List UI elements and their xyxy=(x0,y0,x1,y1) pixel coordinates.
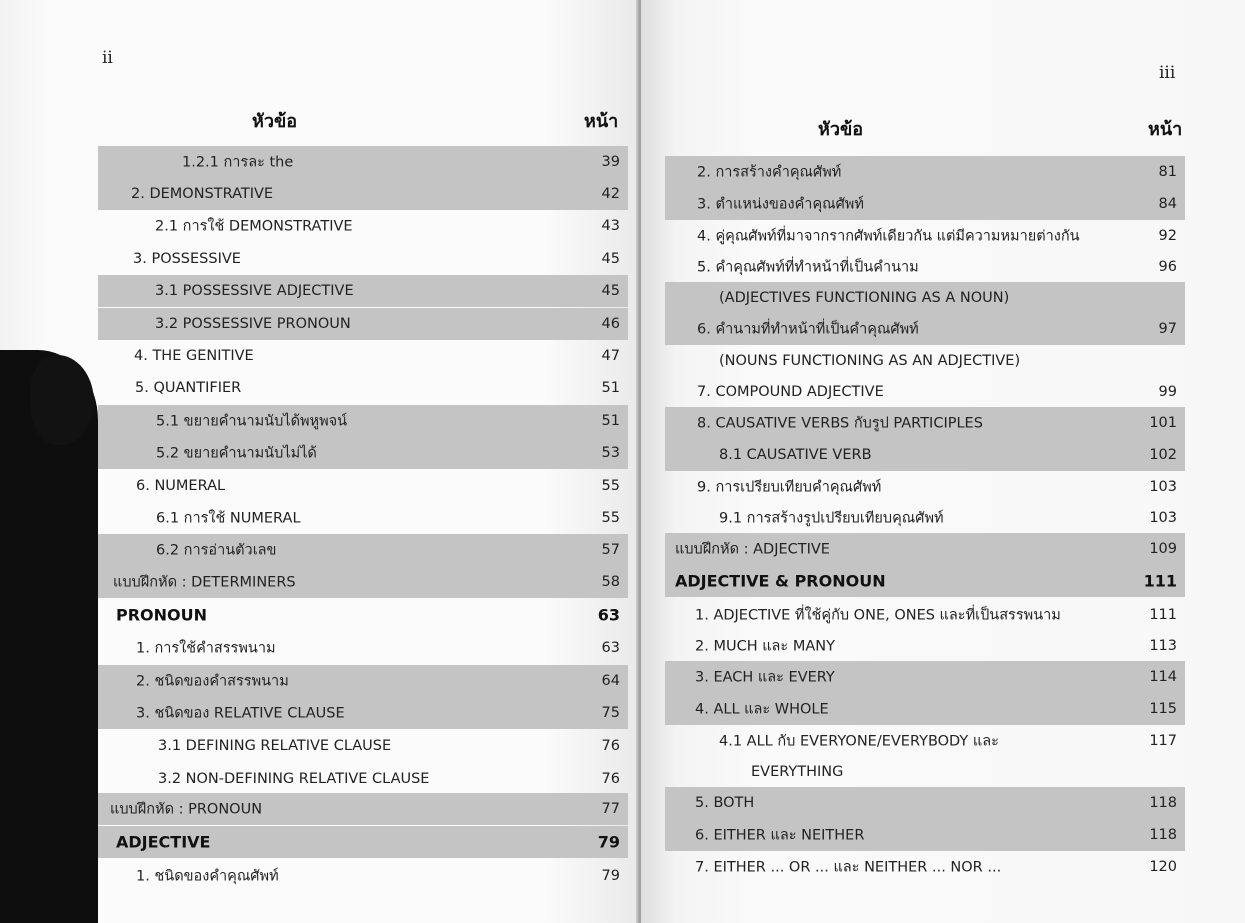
page-number: ii xyxy=(102,48,113,68)
toc-row-label: 8. CAUSATIVE VERBS กับรูป PARTICIPLES xyxy=(697,415,983,432)
toc-row xyxy=(98,665,628,697)
toc-row-page: 102 xyxy=(1149,447,1177,463)
toc-row-page: 114 xyxy=(1149,669,1177,685)
toc-row-page: 64 xyxy=(601,673,620,689)
toc-row xyxy=(665,819,1185,851)
toc-row xyxy=(98,210,628,242)
toc-row-label: 7. EITHER ... OR ... และ NEITHER ... NOR ... xyxy=(695,859,1002,876)
toc-row xyxy=(665,156,1185,188)
toc-row xyxy=(98,730,628,762)
right-page xyxy=(641,0,1245,923)
toc-row-label: 7. COMPOUND ADJECTIVE xyxy=(697,384,884,400)
toc-row-page: 117 xyxy=(1149,733,1177,749)
toc-row-page: 101 xyxy=(1149,415,1177,431)
toc-row xyxy=(665,533,1185,565)
toc-row-label: 5. BOTH xyxy=(695,795,755,811)
toc-row-label: 8.1 CAUSATIVE VERB xyxy=(719,447,872,463)
toc-row xyxy=(665,630,1185,662)
toc-row xyxy=(665,502,1185,534)
toc-row xyxy=(665,407,1185,439)
toc-row xyxy=(98,405,628,437)
toc-row-page: 55 xyxy=(601,510,620,526)
toc-row xyxy=(98,502,628,534)
toc-row-label: 1.2.1 การละ the xyxy=(182,154,294,171)
toc-row xyxy=(665,756,1185,788)
toc-row-page: 99 xyxy=(1158,384,1177,400)
toc-row-page: 46 xyxy=(601,316,620,332)
toc-row-label: 6. คำนามที่ทำหน้าที่เป็นคำคุณศัพท์ xyxy=(697,321,919,338)
toc-row xyxy=(98,534,628,566)
toc-row-page: 103 xyxy=(1149,510,1177,526)
toc-row-label: 1. ADJECTIVE ที่ใช้คู่กับ ONE, ONES และที่เป็นสรรพนาม xyxy=(695,607,1061,624)
toc-row-page: 96 xyxy=(1158,259,1177,275)
toc-row-page: 42 xyxy=(601,186,620,202)
toc-row-page: 118 xyxy=(1149,795,1177,811)
toc-row-page: 75 xyxy=(601,705,620,721)
toc-row-label: 2. ชนิดของคำสรรพนาม xyxy=(136,673,289,690)
toc-row xyxy=(98,340,628,372)
toc-row-page: 55 xyxy=(601,478,620,494)
toc-row-label: 5. QUANTIFIER xyxy=(135,380,242,396)
toc-row xyxy=(98,275,628,307)
toc-row-label: PRONOUN xyxy=(116,605,208,625)
header-page: หน้า xyxy=(584,111,619,132)
toc-row xyxy=(665,188,1185,220)
toc-row-label: ADJECTIVE xyxy=(116,832,211,852)
toc-row-page: 79 xyxy=(597,832,620,852)
toc-row xyxy=(98,308,628,340)
header-topic: หัวข้อ xyxy=(252,111,298,132)
page-number: iii xyxy=(1159,63,1176,83)
toc-row-label: 4.1 ALL กับ EVERYONE/EVERYBODY และ xyxy=(719,733,999,750)
toc-row xyxy=(98,860,628,892)
toc-row-page: 118 xyxy=(1149,827,1177,843)
toc-row xyxy=(98,566,628,598)
toc-row-page: 45 xyxy=(601,251,620,267)
toc-row-page: 115 xyxy=(1149,701,1177,717)
toc-row-page: 103 xyxy=(1149,479,1177,495)
toc-section-row xyxy=(98,599,628,631)
toc-row-page: 84 xyxy=(1158,196,1177,212)
toc-row xyxy=(98,763,628,795)
toc-row-label: 5.1 ขยายคำนามนับได้พหูพจน์ xyxy=(156,413,348,430)
header-topic: หัวข้อ xyxy=(818,119,864,140)
toc-row-label: 4. ALL และ WHOLE xyxy=(695,701,829,718)
toc-row-page: 76 xyxy=(601,738,620,754)
toc-row-page: 51 xyxy=(601,413,620,429)
toc-row-page: 63 xyxy=(597,605,620,625)
toc-row-page: 92 xyxy=(1158,228,1177,244)
toc-row-page: 97 xyxy=(1158,321,1177,337)
toc-row-page: 63 xyxy=(601,640,620,656)
toc-row xyxy=(98,146,628,178)
thumb-shadow xyxy=(30,355,94,445)
toc-row-page: 79 xyxy=(601,868,620,884)
toc-row-label: 3.2 POSSESSIVE PRONOUN xyxy=(155,316,351,332)
toc-section-row xyxy=(665,565,1185,597)
toc-row-page: 53 xyxy=(601,445,620,461)
toc-row-label: 6. NUMERAL xyxy=(136,478,226,494)
toc-row xyxy=(665,787,1185,819)
toc-row-label: (NOUNS FUNCTIONING AS AN ADJECTIVE) xyxy=(719,353,1021,369)
toc-row-page: 57 xyxy=(601,542,620,558)
toc-row-page: 76 xyxy=(601,771,620,787)
toc-row-label: แบบฝึกหัด : ADJECTIVE xyxy=(675,541,830,558)
toc-row-page: 58 xyxy=(601,574,620,590)
toc-row-page: 43 xyxy=(601,218,620,234)
toc-row-label: 3. ชนิดของ RELATIVE CLAUSE xyxy=(136,705,345,722)
toc-row xyxy=(665,851,1185,883)
toc-row-page: 51 xyxy=(601,380,620,396)
toc-row xyxy=(665,471,1185,503)
toc-row-page: 111 xyxy=(1143,571,1177,591)
toc-row xyxy=(665,599,1185,631)
toc-row xyxy=(665,313,1185,345)
toc-row-label: 3.1 POSSESSIVE ADJECTIVE xyxy=(155,283,354,299)
toc-row xyxy=(665,693,1185,725)
toc-row-page: 39 xyxy=(601,154,620,170)
toc-row xyxy=(98,632,628,664)
toc-row-page: 47 xyxy=(601,348,620,364)
toc-row xyxy=(665,282,1185,314)
toc-row-label: 3. POSSESSIVE xyxy=(133,251,241,267)
toc-row-label: 1. ชนิดของคำคุณศัพท์ xyxy=(136,868,279,885)
toc-row-label: 2. DEMONSTRATIVE xyxy=(131,186,274,202)
toc-row-label: 3.2 NON-DEFINING RELATIVE CLAUSE xyxy=(158,771,430,787)
toc-row xyxy=(665,345,1185,377)
toc-row-label: 3. ตำแหน่งของคำคุณศัพท์ xyxy=(697,196,864,213)
header-page: หน้า xyxy=(1148,119,1183,140)
toc-row-page: 81 xyxy=(1158,164,1177,180)
toc-row-page: 45 xyxy=(601,283,620,299)
toc-row xyxy=(98,697,628,729)
toc-row-label: 2. MUCH และ MANY xyxy=(695,638,835,655)
toc-row-label: EVERYTHING xyxy=(751,764,844,780)
toc-row-label: 2.1 การใช้ DEMONSTRATIVE xyxy=(155,218,353,235)
toc-row-label: 3. EACH และ EVERY xyxy=(695,669,835,686)
toc-row-label: (ADJECTIVES FUNCTIONING AS A NOUN) xyxy=(719,290,1010,306)
toc-row-page: 120 xyxy=(1149,859,1177,875)
toc-row-label: 4. THE GENITIVE xyxy=(134,348,254,364)
toc-row-label: 6.1 การใช้ NUMERAL xyxy=(156,510,301,527)
toc-row-label: 5. คำคุณศัพท์ที่ทำหน้าที่เป็นคำนาม xyxy=(697,259,919,276)
toc-row-page: 109 xyxy=(1149,541,1177,557)
toc-row-label: แบบฝึกหัด : PRONOUN xyxy=(110,801,263,818)
toc-row-label: 3.1 DEFINING RELATIVE CLAUSE xyxy=(158,738,392,754)
toc-row-label: 4. คู่คุณศัพท์ที่มาจากรากศัพท์เดียวกัน แต่มีความหมายต่างกัน xyxy=(697,228,1080,245)
toc-row-label: 6.2 การอ่านตัวเลข xyxy=(156,542,277,559)
toc-row-label: 9. การเปรียบเทียบคำคุณศัพท์ xyxy=(697,479,882,496)
toc-row xyxy=(98,243,628,275)
toc-row-page: 113 xyxy=(1149,638,1177,654)
toc-row xyxy=(665,661,1185,693)
toc-row-label: 1. การใช้คำสรรพนาม xyxy=(136,640,276,657)
toc-row xyxy=(665,251,1185,283)
toc-row xyxy=(665,725,1185,757)
toc-row-label: แบบฝึกหัด : DETERMINERS xyxy=(113,574,296,591)
toc-row xyxy=(98,470,628,502)
toc-row-label: 9.1 การสร้างรูปเปรียบเทียบคุณศัพท์ xyxy=(719,510,944,527)
toc-row xyxy=(98,178,628,210)
toc-row xyxy=(665,376,1185,408)
toc-row-page: 77 xyxy=(601,801,620,817)
toc-row xyxy=(98,793,628,825)
toc-row-label: 5.2 ขยายคำนามนับไม่ได้ xyxy=(156,445,317,462)
toc-row xyxy=(665,220,1185,252)
toc-row-label: ADJECTIVE & PRONOUN xyxy=(675,571,886,591)
toc-section-row xyxy=(98,826,628,858)
toc-row xyxy=(98,437,628,469)
toc-row-label: 6. EITHER และ NEITHER xyxy=(695,827,865,844)
toc-row-page: 111 xyxy=(1149,607,1177,623)
toc-row xyxy=(665,439,1185,471)
toc-row xyxy=(98,372,628,404)
toc-row-label: 2. การสร้างคำคุณศัพท์ xyxy=(697,164,842,181)
